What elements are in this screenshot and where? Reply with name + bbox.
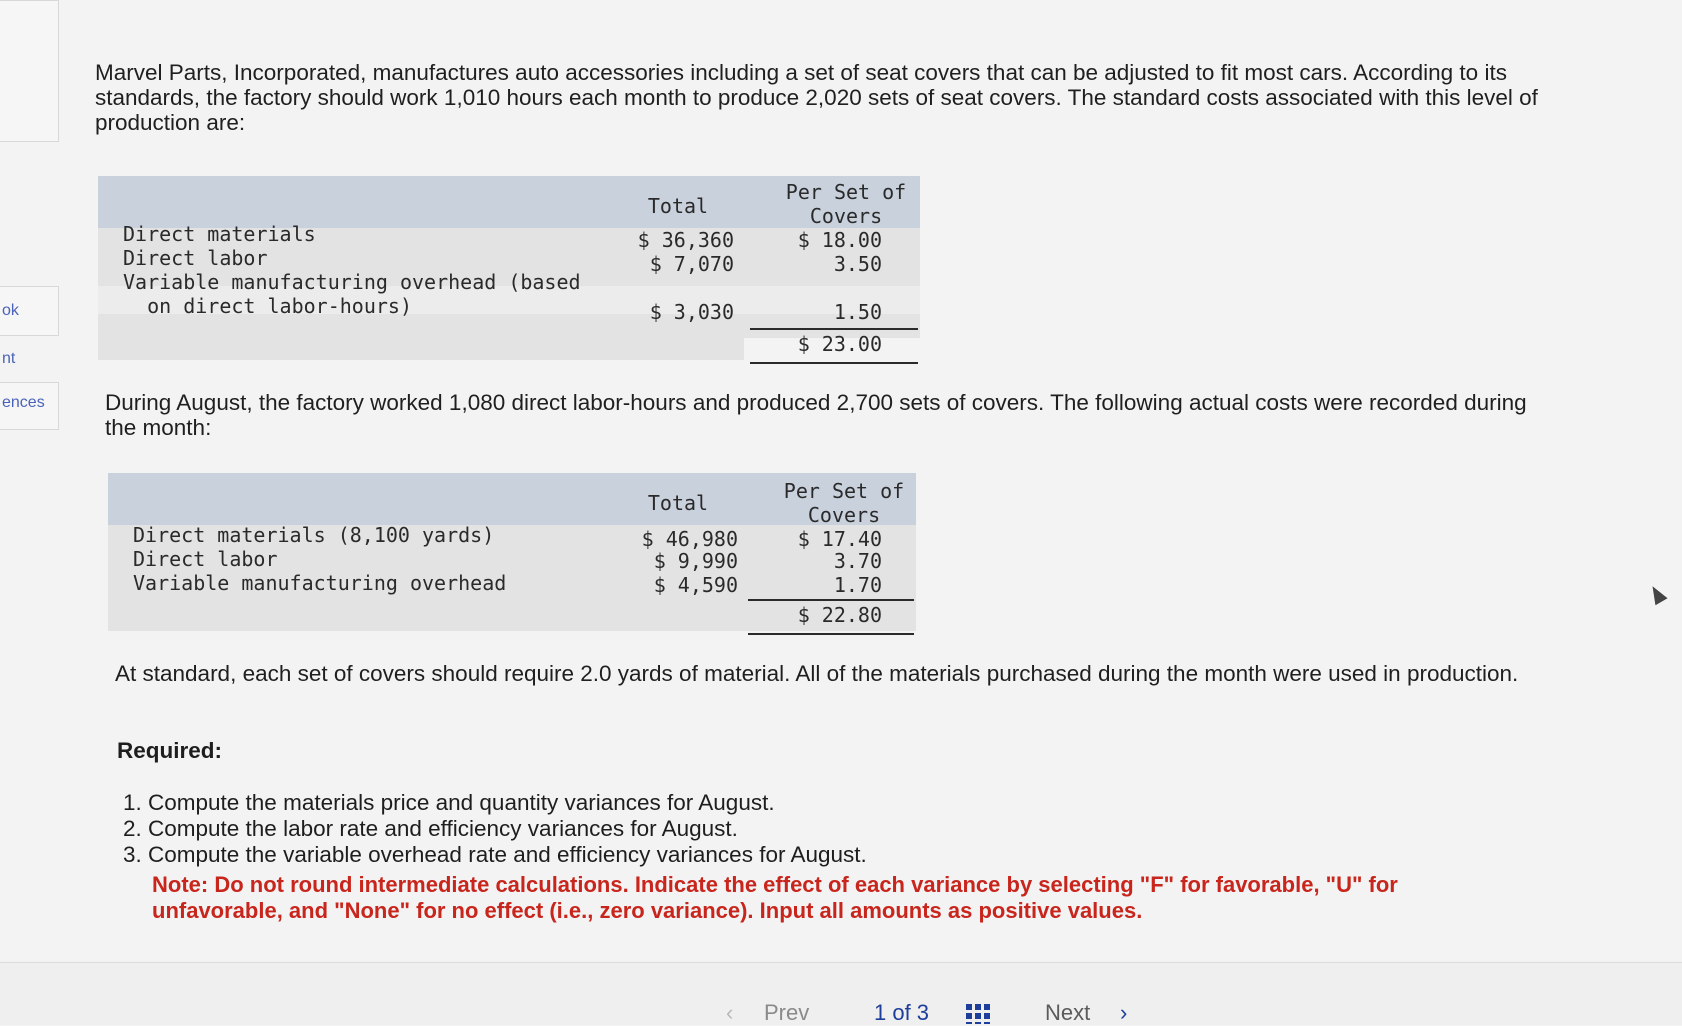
row-label-direct-labor: Direct labor: [123, 246, 268, 270]
row-total-variable-overhead: $ 4,590: [653, 573, 738, 597]
row-total-direct-labor: $ 7,070: [649, 252, 734, 276]
row-label-variable-overhead: Variable manufacturing overhead (based on direct labor-hours): [123, 270, 581, 318]
sidebar-item-nt[interactable]: nt: [2, 350, 16, 367]
next-button[interactable]: Next: [1045, 1000, 1091, 1025]
row-label-variable-overhead: Variable manufacturing overhead: [133, 571, 507, 595]
total-double-underline: [750, 362, 918, 364]
row-label-direct-materials: Direct materials (8,100 yards): [133, 523, 495, 547]
chevron-right-icon[interactable]: ›: [1120, 1000, 1128, 1025]
row-per-set-variable-overhead: 1.70: [833, 573, 882, 597]
chevron-left-icon[interactable]: ‹: [726, 1000, 734, 1025]
row-total-direct-materials: $ 36,360: [637, 228, 734, 252]
row-label-direct-labor: Direct labor: [133, 547, 278, 571]
instruction-note: Note: Do not round intermediate calculations. Indicate the effect of each variance by selecting "F" for favorable, "U" for unfavorable, and "None" for no effect (i.e., zero variance). Input all amounts as positive values.: [152, 872, 1398, 923]
per-set-total: $ 22.80: [797, 603, 882, 627]
required-item: 3. Compute the variable overhead rate and efficiency variances for August.: [148, 842, 867, 868]
row-per-set-direct-labor: 3.50: [833, 252, 882, 276]
col-header-per-set: Per Set of Covers: [785, 180, 907, 228]
per-set-total: $ 23.00: [797, 332, 882, 356]
row-total-variable-overhead: $ 3,030: [649, 300, 734, 324]
mouse-cursor-icon: [1646, 583, 1667, 606]
row-label-direct-materials: Direct materials: [123, 222, 316, 246]
standard-note: At standard, each set of covers should require 2.0 yards of material. All of the materials purchased during the month were used in production.: [115, 661, 1519, 686]
page-indicator[interactable]: 1 of 3: [874, 1000, 930, 1025]
standard-cost-table: [98, 176, 920, 366]
row-per-set-direct-labor: 3.70: [833, 549, 882, 573]
subtotal-underline: [748, 599, 914, 601]
left-sidebar: [0, 0, 62, 1024]
row-total-direct-materials: $ 46,980: [641, 527, 738, 551]
actual-cost-table: [108, 473, 916, 637]
required-item: 1. Compute the materials price and quantity variances for August.: [148, 790, 867, 816]
problem-intro: Marvel Parts, Incorporated, manufactures auto accessories including a set of seat covers that can be adjusted to fit most cars. According to its standards, the factory should work 1,010 hours each month to produce 2,020 sets of seat covers. The standard costs associated with this level of production are:: [95, 60, 1538, 135]
grid-icon-gaps: [966, 1004, 992, 1024]
sidebar-item-ences[interactable]: ences: [2, 394, 45, 411]
col-header-total: Total: [647, 194, 709, 218]
row-total-direct-labor: $ 9,990: [653, 549, 738, 573]
subtotal-underline: [750, 328, 918, 330]
row-per-set-direct-materials: $ 18.00: [797, 228, 882, 252]
row-per-set-variable-overhead: 1.50: [833, 300, 882, 324]
sidebar-item-ok[interactable]: ok: [2, 302, 19, 319]
total-double-underline: [748, 633, 914, 635]
col-header-total: Total: [647, 491, 709, 515]
prev-button[interactable]: Prev: [764, 1000, 810, 1025]
sidebar-box-top: [0, 0, 59, 142]
required-list: [120, 790, 867, 868]
col-header-per-set: Per Set of Covers: [783, 479, 905, 527]
pagination-bar: [0, 962, 1682, 1025]
august-intro: During August, the factory worked 1,080 direct labor-hours and produced 2,700 sets of covers. The following actual costs were recorded during the month:: [105, 390, 1527, 440]
required-item: 2. Compute the labor rate and efficiency variances for August.: [148, 816, 867, 842]
row-per-set-direct-materials: $ 17.40: [797, 527, 882, 551]
required-heading: Required:: [117, 738, 223, 763]
